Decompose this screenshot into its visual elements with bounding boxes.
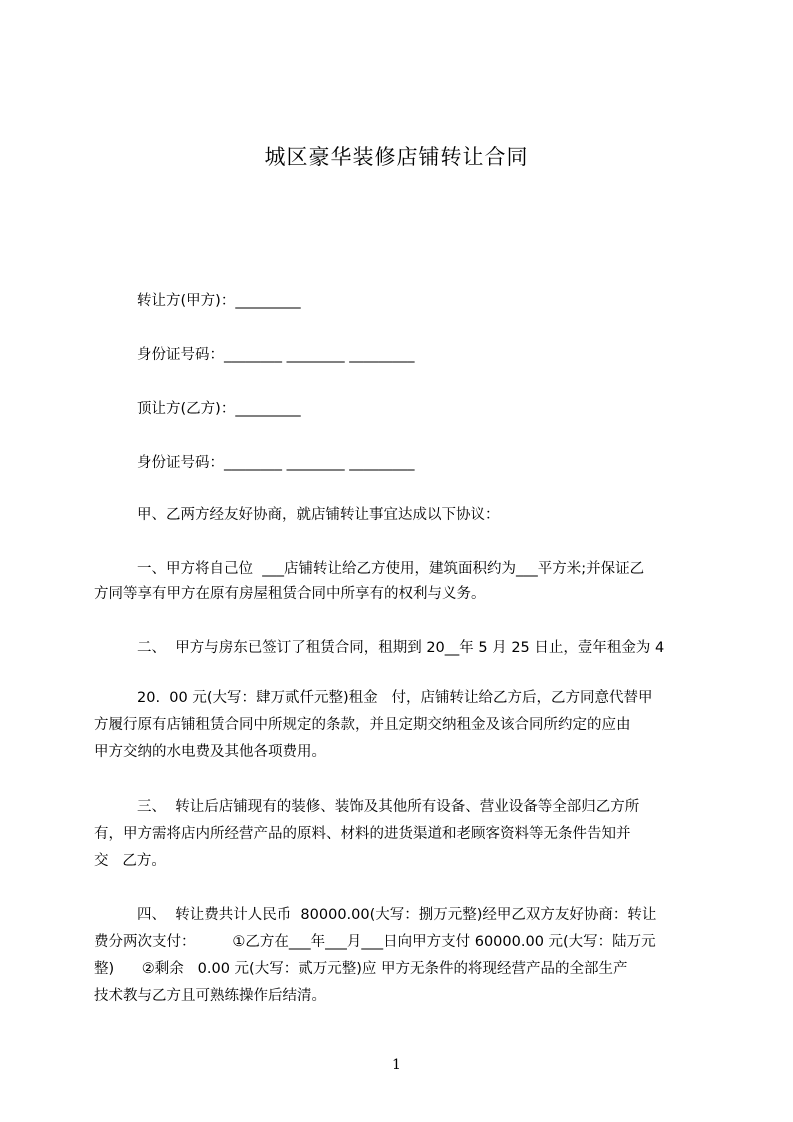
transferee-line: 顶让方(乙方)：_________	[137, 401, 301, 417]
transferor-line: 转让方(甲方)：_________	[137, 293, 301, 309]
clause-2-line-1: 二、 甲方与房东已签订了租赁合同，租期到 20__年 5 月 25 日止，壹年租金为 4	[137, 640, 665, 656]
clause-3-line-2: 有，甲方需将店内所经营产品的原料、材料的进货渠道和老顾客资料等无条件告知并	[94, 826, 631, 842]
document-title: 城区豪华装修店铺转让合同	[264, 145, 529, 169]
clause-1-line-1: 一、甲方将自己位 ___店铺转让给乙方使用，建筑面积约为___平方米;并保证乙	[137, 561, 645, 577]
transferor-id-line: 身份证号码：________ ________ _________	[137, 347, 415, 363]
clause-4-line-1: 四、 转让费共计人民币 80000.00(大写：捌万元整)经甲乙双方友好协商：转让	[137, 907, 657, 923]
intro-paragraph: 甲、乙两方经友好协商，就店铺转让事宜达成以下协议：	[137, 507, 500, 523]
clause-2-line-3: 方履行原有店铺租赁合同中所规定的条款，并且定期交纳租金及该合同所约定的应由	[94, 717, 631, 733]
transferee-id-line: 身份证号码：________ ________ _________	[137, 455, 415, 471]
clause-4-line-3: 整) ②剩余 0.00 元(大写：贰万元整)应 甲方无条件的将现经营产品的全部生产	[94, 961, 628, 977]
page-number: 1	[392, 1057, 401, 1073]
clause-3-line-1: 三、 转让后店铺现有的装修、装饰及其他所有设备、营业设备等全部归乙方所	[137, 799, 640, 815]
clause-4-line-4: 技术教与乙方且可熟练操作后结清。	[94, 988, 326, 1004]
clause-1-line-2: 方同等享有甲方在原有房屋租赁合同中所享有的权利与义务。	[94, 586, 486, 602]
clause-3-line-3: 交 乙方。	[94, 853, 166, 869]
clause-2-line-4: 甲方交纳的水电费及其他各项费用。	[94, 744, 326, 760]
clause-2-line-2: 20. 00 元(大写：肆万贰仟元整)租金 付，店铺转让给乙方后，乙方同意代替甲	[137, 690, 653, 706]
clause-4-line-2: 费分两次支付： ①乙方在___年___月___日向甲方支付 60000.00 元(大写：陆万元	[94, 934, 656, 950]
